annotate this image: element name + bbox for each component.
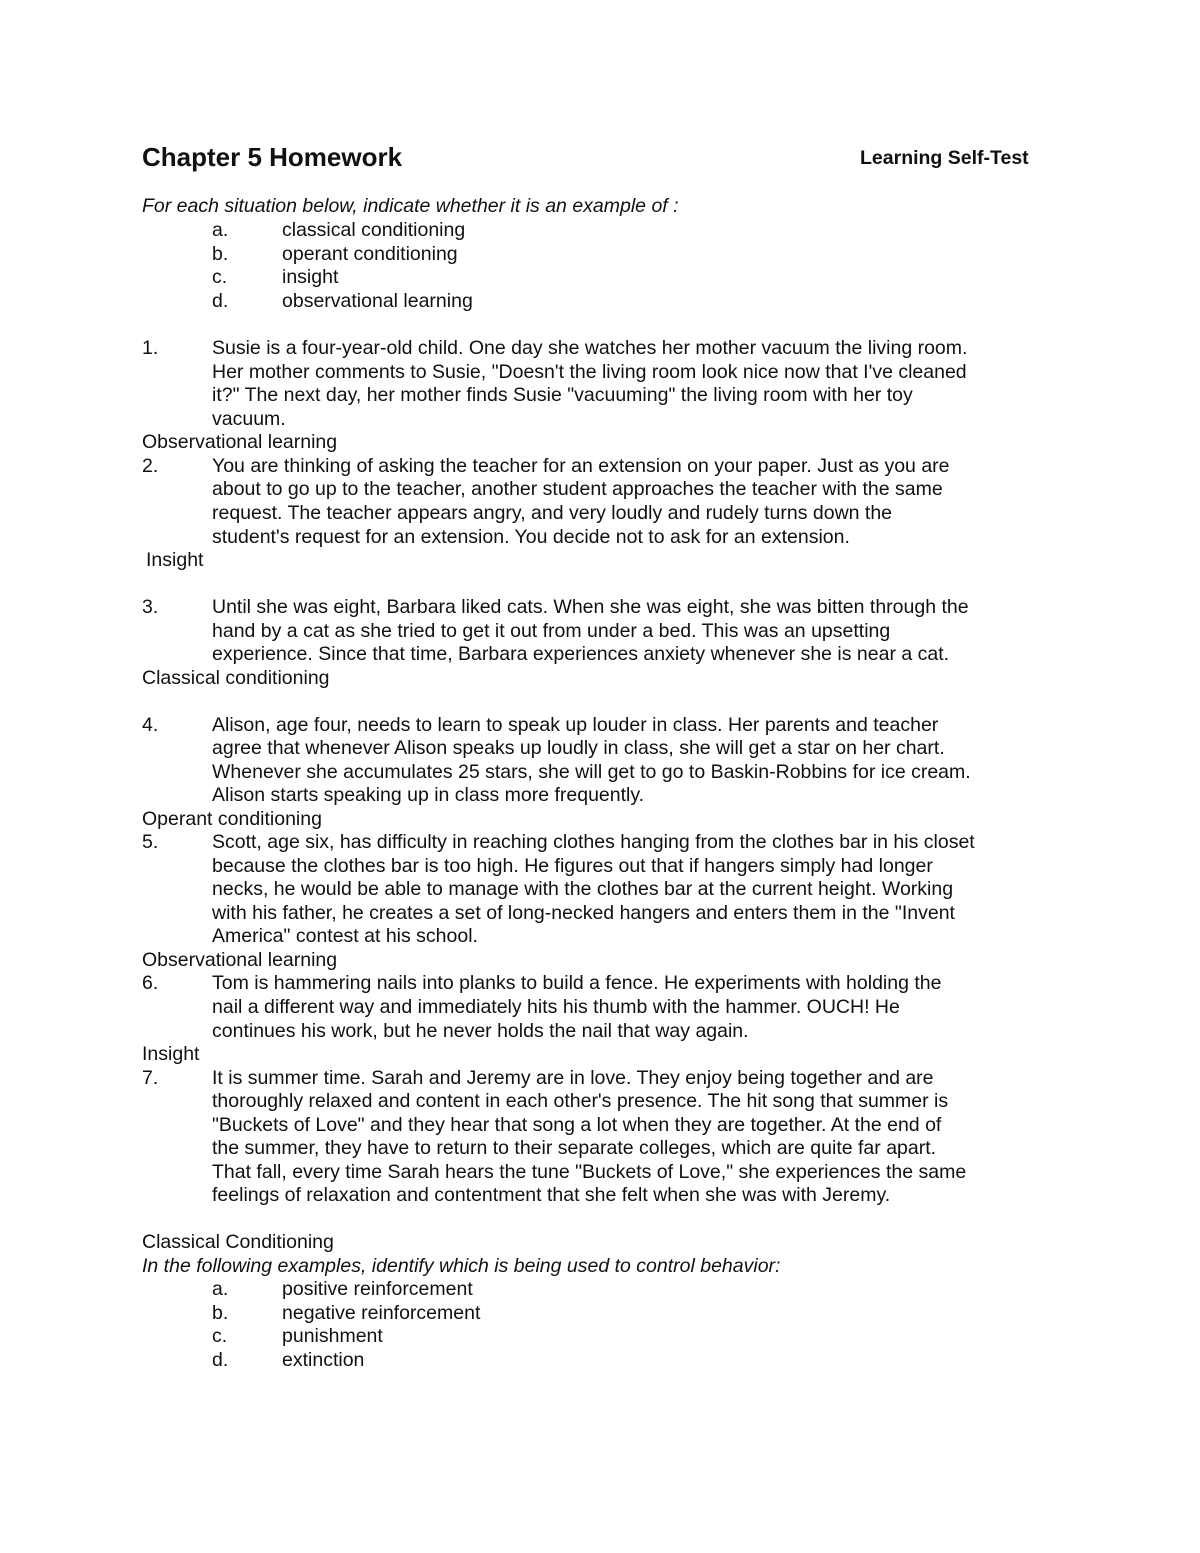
option-text: classical conditioning — [282, 219, 466, 241]
question-line: Scott, age six, has difficulty in reaching clothes hanging from the clothes bar in his closet — [212, 831, 975, 853]
question-line: You are thinking of asking the teacher for an extension on your paper. Just as you are — [212, 455, 950, 477]
question-line: nail a different way and immediately hits his thumb with the hammer. OUCH! He — [212, 996, 900, 1018]
answer-text: Operant conditioning — [142, 808, 322, 830]
question-line: with his father, he creates a set of long-necked hangers and enters them in the "Invent — [212, 902, 955, 924]
answer-text: Classical conditioning — [142, 667, 330, 689]
question-line: vacuum. — [212, 408, 286, 430]
option-text: observational learning — [282, 290, 473, 312]
question-number: 1. — [142, 337, 159, 359]
answer-text: Insight — [146, 549, 204, 571]
answer-text: Observational learning — [142, 949, 338, 971]
option-text: extinction — [282, 1349, 365, 1371]
page-subtitle: Learning Self-Test — [860, 147, 1029, 169]
option-text: operant conditioning — [282, 243, 458, 265]
question-line: it?" The next day, her mother finds Susie "vacuuming" the living room with her toy — [212, 384, 913, 406]
option-text: punishment — [282, 1325, 383, 1347]
question-line: Alison starts speaking up in class more frequently. — [212, 784, 645, 806]
question-line: feelings of relaxation and contentment that she felt when she was with Jeremy. — [212, 1184, 891, 1206]
question-line: Until she was eight, Barbara liked cats. When she was eight, she was bitten through the — [212, 596, 969, 618]
page-title: Chapter 5 Homework — [142, 142, 403, 172]
option-letter: c. — [212, 266, 228, 288]
question-line: Alison, age four, needs to learn to speak up louder in class. Her parents and teacher — [212, 714, 939, 736]
option-letter: b. — [212, 1302, 229, 1324]
question-number: 3. — [142, 596, 159, 618]
question-line: about to go up to the teacher, another student approaches the teacher with the same — [212, 478, 943, 500]
question-line: because the clothes bar is too high. He figures out that if hangers simply had longer — [212, 855, 933, 877]
question-number: 6. — [142, 972, 159, 994]
question-line: Susie is a four-year-old child. One day she watches her mother vacuum the living room. — [212, 337, 968, 359]
question-line: agree that whenever Alison speaks up loudly in class, she will get a star on her chart. — [212, 737, 945, 759]
option-text: negative reinforcement — [282, 1302, 481, 1324]
question-line: hand by a cat as she tried to get it out from under a bed. This was an upsetting — [212, 620, 891, 642]
question-line: thoroughly relaxed and content in each other's presence. The hit song that summer is — [212, 1090, 949, 1112]
option-letter: d. — [212, 290, 229, 312]
question-line: America" contest at his school. — [212, 925, 478, 947]
question-line: It is summer time. Sarah and Jeremy are in love. They enjoy being together and are — [212, 1067, 934, 1089]
question-line: Whenever she accumulates 25 stars, she will get to go to Baskin-Robbins for ice cream. — [212, 761, 971, 783]
answer-text: Classical Conditioning — [142, 1231, 334, 1253]
part2-instruction: In the following examples, identify which is being used to control behavior: — [142, 1255, 781, 1277]
question-line: experience. Since that time, Barbara experiences anxiety whenever she is near a cat. — [212, 643, 950, 665]
option-letter: a. — [212, 1278, 229, 1300]
option-letter: c. — [212, 1325, 228, 1347]
question-line: Her mother comments to Susie, "Doesn't the living room look nice now that I've cleaned — [212, 361, 967, 383]
question-line: continues his work, but he never holds the nail that way again. — [212, 1020, 749, 1042]
question-number: 5. — [142, 831, 159, 853]
answer-text: Observational learning — [142, 431, 338, 453]
answer-text: Insight — [142, 1043, 200, 1065]
part1-instruction: For each situation below, indicate whether it is an example of : — [142, 195, 679, 217]
option-text: insight — [282, 266, 339, 288]
document-page — [142, 0, 1062, 1553]
question-number: 7. — [142, 1067, 159, 1089]
question-line: That fall, every time Sarah hears the tune "Buckets of Love," she experiences the same — [212, 1161, 967, 1183]
question-line: the summer, they have to return to their separate colleges, which are quite far apart. — [212, 1137, 937, 1159]
option-letter: a. — [212, 219, 229, 241]
option-text: positive reinforcement — [282, 1278, 473, 1300]
question-line: "Buckets of Love" and they hear that song a lot when they are together. At the end of — [212, 1114, 942, 1136]
option-letter: b. — [212, 243, 229, 265]
question-line: Tom is hammering nails into planks to build a fence. He experiments with holding the — [212, 972, 942, 994]
option-letter: d. — [212, 1349, 229, 1371]
question-line: request. The teacher appears angry, and very loudly and rudely turns down the — [212, 502, 893, 524]
question-number: 2. — [142, 455, 159, 477]
question-number: 4. — [142, 714, 159, 736]
question-line: student's request for an extension. You decide not to ask for an extension. — [212, 526, 850, 548]
question-line: necks, he would be able to manage with the clothes bar at the current height. Working — [212, 878, 954, 900]
